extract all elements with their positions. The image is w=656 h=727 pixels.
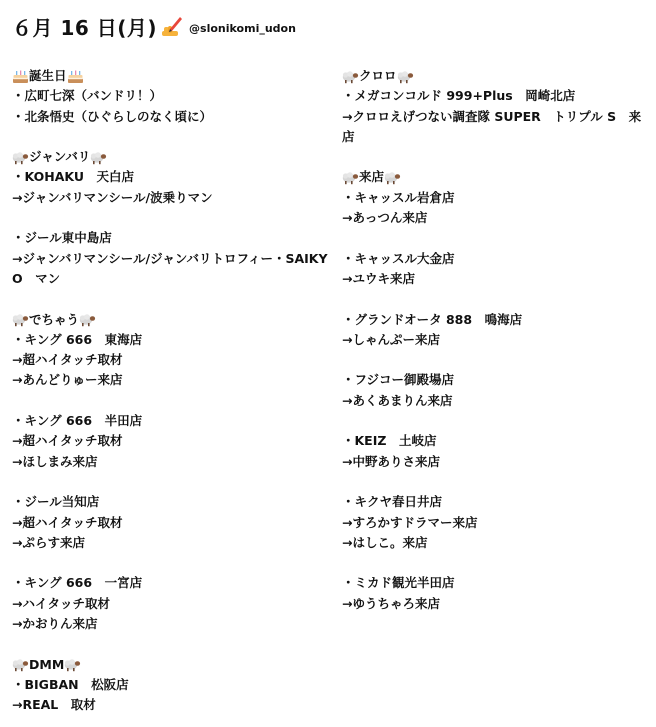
list-item: →あっつん来店 [342,210,428,226]
list-item: →かおりん来店 [12,616,98,632]
list-item: ・フジコー御殿場店 [342,372,455,388]
sheep-icon [397,69,414,84]
sheep-icon [342,170,359,185]
right-column [342,66,648,614]
section-heading-text: ジャンバリ [29,149,91,165]
list-item: ・KOHAKU 天白店 [12,169,135,185]
list-item: →超ハイタッチ取材 [12,514,123,530]
line-spacer [12,208,330,228]
sheep-icon [64,657,81,672]
list-item: →ゆうちゃろ来店 [342,595,440,611]
list-item: →REAL 取材 [12,697,96,713]
sheep-icon [342,69,359,84]
left-column [12,66,330,716]
list-item: ・KEIZ 土岐店 [342,433,437,449]
list-item: →しゃんぷー来店 [342,331,440,347]
list-item: ・グランドオータ 888 鳴海店 [342,311,523,327]
sheep-icon [90,150,107,165]
list-item: ・BIGBAN 松阪店 [12,676,129,692]
list-item: ・広町七深（バンドリ！） [12,88,163,104]
line-spacer [12,553,330,573]
author-handle: @slonikomi_udon [189,21,296,35]
list-item: ・北条悟史（ひぐらしのなく頃に） [12,108,213,124]
section-heading-text: DMM [29,656,65,672]
sheep-icon [12,657,29,672]
right-section-heading [342,66,648,86]
sheep-icon [384,170,401,185]
list-item: ・ミカド観光半田店 [342,575,455,591]
list-item: →ぷらす来店 [12,534,85,550]
line-spacer [12,391,330,411]
list-item: →超ハイタッチ取材 [12,352,123,368]
sheep-icon [79,312,96,327]
list-item: →すろかすドラマー来店 [342,514,478,530]
line-spacer [342,228,648,248]
section-spacer [342,147,648,167]
list-item: →超ハイタッチ取材 [12,433,123,449]
list-item: →ジャンバリマンシール/ジャンバリトロフィー・SAIKYO マン [12,250,328,286]
sheep-icon [12,150,29,165]
list-item: ・ジール東中島店 [12,230,112,246]
header [12,12,296,40]
section-spacer [12,634,330,654]
left-section-heading [12,655,330,675]
list-item: →あくあまりん来店 [342,392,453,408]
line-spacer [342,411,648,431]
list-item: ・キャッスル岩倉店 [342,189,455,205]
list-item: ・キング 666 半田店 [12,413,143,429]
section-heading-text: でちゃう [29,311,80,327]
birthday-cake-icon [12,69,29,84]
section-spacer [12,127,330,147]
sheep-icon [12,312,29,327]
list-item: ・キャッスル大金店 [342,250,455,266]
left-section-heading [12,310,330,330]
section-heading-text: 誕生日 [29,68,67,83]
list-item: →ハイタッチ取材 [12,595,110,611]
left-section-heading [12,66,330,86]
list-item: →ユウキ来店 [342,270,415,286]
list-item: →あんどりゅー来店 [12,372,123,388]
line-spacer [342,553,648,573]
line-spacer [342,472,648,492]
line-spacer [342,289,648,309]
list-item: →ジャンバリマンシール/波乗りマン [12,189,213,205]
list-item: ・メガコンコルド 999+Plus 岡崎北店 [342,88,576,104]
line-spacer [12,472,330,492]
line-spacer [342,350,648,370]
left-section-heading [12,147,330,167]
right-section-heading [342,167,648,187]
birthday-cake-icon [67,69,84,84]
section-heading-text: 来店 [359,169,385,185]
list-item: ・キング 666 一宮店 [12,575,143,591]
page-title: ６月 16 日(月) [12,15,158,40]
list-item: →ほしまみ来店 [12,453,98,469]
list-item: ・キング 666 東海店 [12,331,143,347]
list-item: →中野ありさ来店 [342,453,440,469]
list-item: →クロロえげつない調査隊 SUPER トリプル S 来店 [342,108,642,144]
list-item: →はしこ。来店 [342,534,428,550]
list-item: ・キクヤ春日井店 [342,494,443,510]
list-item: ・ジール当知店 [12,494,100,510]
section-spacer [12,289,330,309]
section-heading-text: クロロ [359,68,397,83]
writing-hand-icon [159,14,183,38]
